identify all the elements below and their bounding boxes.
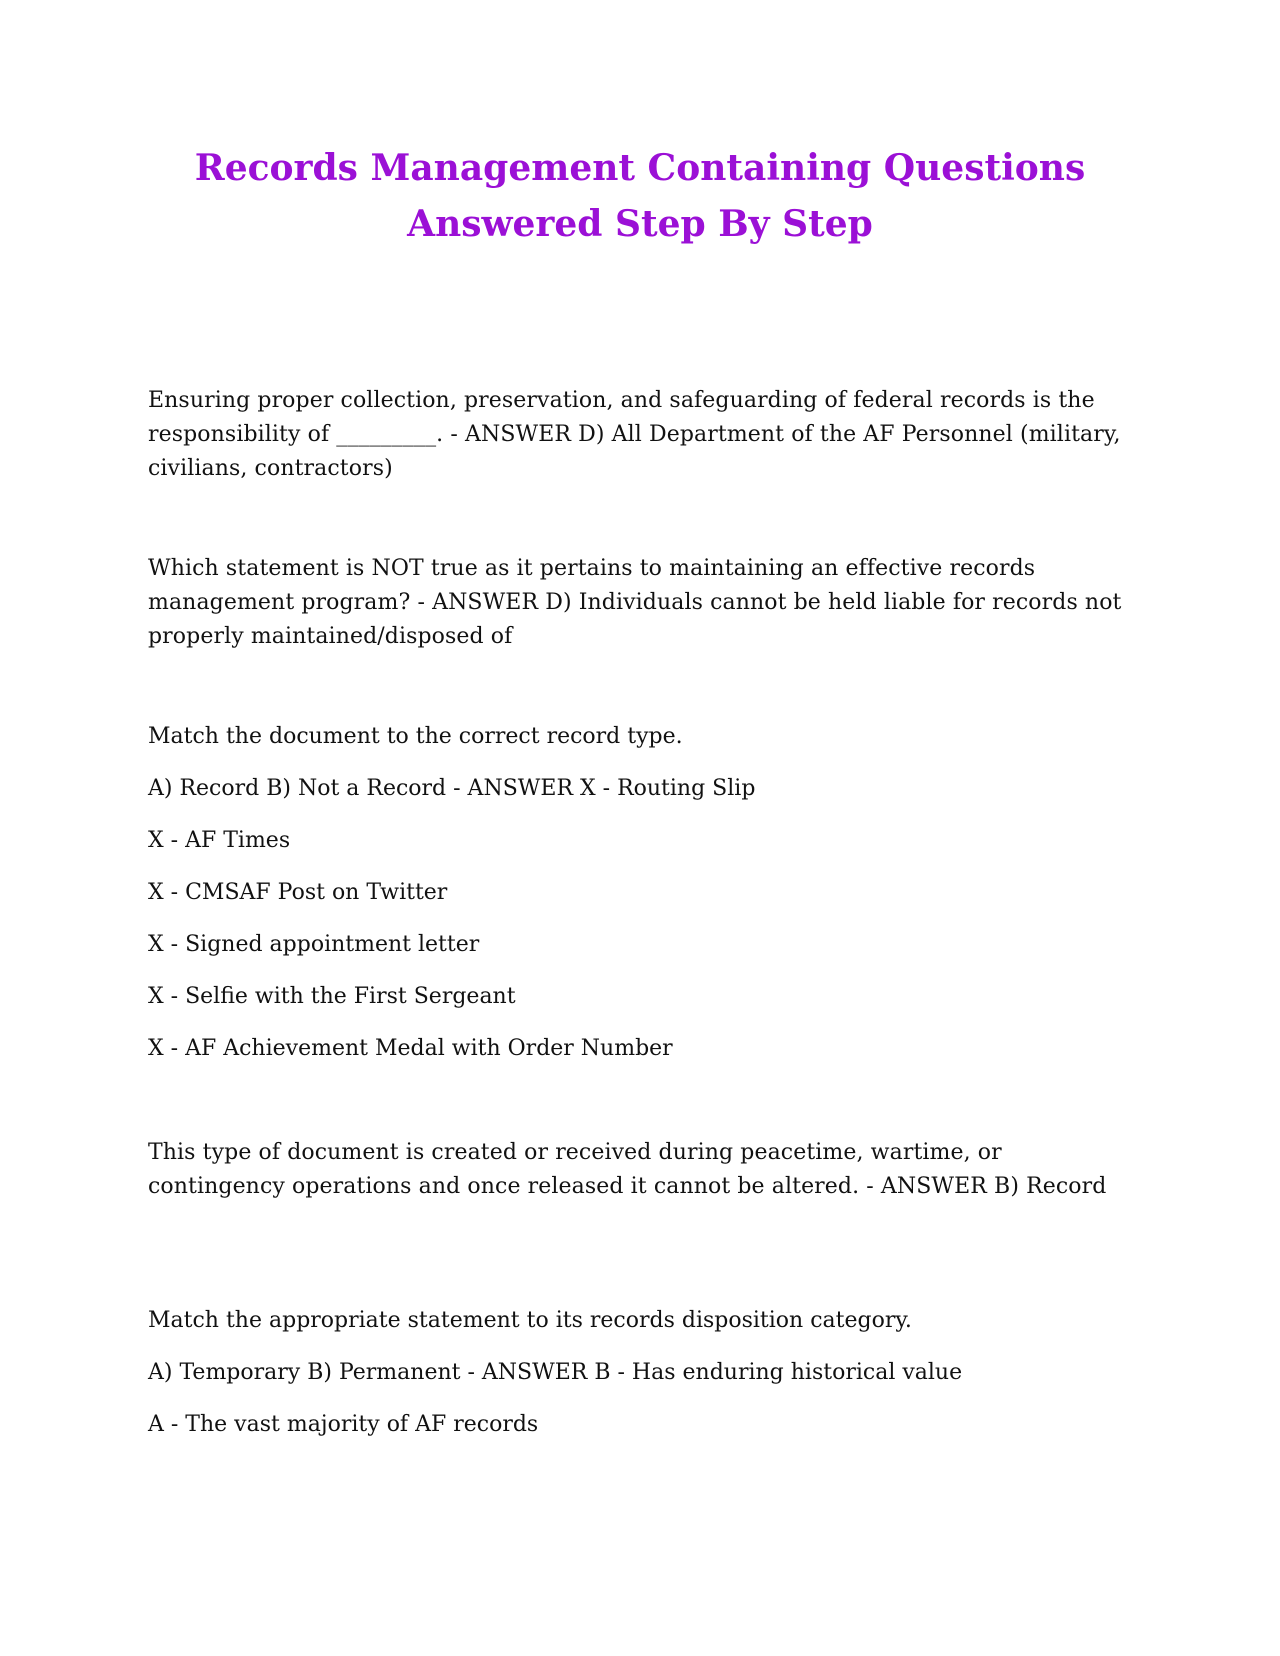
- question-3-line-5: X - Selfie with the First Sergeant: [148, 984, 516, 1009]
- question-3: Match the document to the correct record type.: [148, 724, 683, 749]
- question-4: This type of document is created or received during peacetime, wartime, or contingency operations and once released it cannot be altered. - ANSWER B) Record: [148, 1140, 1107, 1199]
- title-line-1: Records Management Containing Questions: [194, 147, 1086, 189]
- question-5-line-1: A) Temporary B) Permanent - ANSWER B - Has enduring historical value: [148, 1360, 963, 1385]
- question-3-line-6: X - AF Achievement Medal with Order Number: [148, 1036, 673, 1061]
- question-5-line-2: A - The vast majority of AF records: [148, 1412, 539, 1437]
- question-3-line-3: X - CMSAF Post on Twitter: [148, 880, 448, 905]
- document-title: [100, 140, 1180, 252]
- question-3-line-1: A) Record B) Not a Record - ANSWER X - Routing Slip: [148, 776, 756, 801]
- question-3-line-4: X - Signed appointment letter: [148, 932, 480, 957]
- question-1: Ensuring proper collection, preservation, and safeguarding of federal records is the responsibility of _________. - ANSWER D) All Department of the AF Personnel (military, civilians, contractors): [148, 388, 1121, 481]
- question-2: Which statement is NOT true as it pertains to maintaining an effective records management program? - ANSWER D) Individuals cannot be held liable for records not properly maintained/disposed of: [148, 556, 1122, 649]
- question-3-line-2: X - AF Times: [148, 828, 291, 853]
- title-line-2: Answered Step By Step: [407, 203, 873, 245]
- question-5: Match the appropriate statement to its records disposition category.: [148, 1308, 912, 1333]
